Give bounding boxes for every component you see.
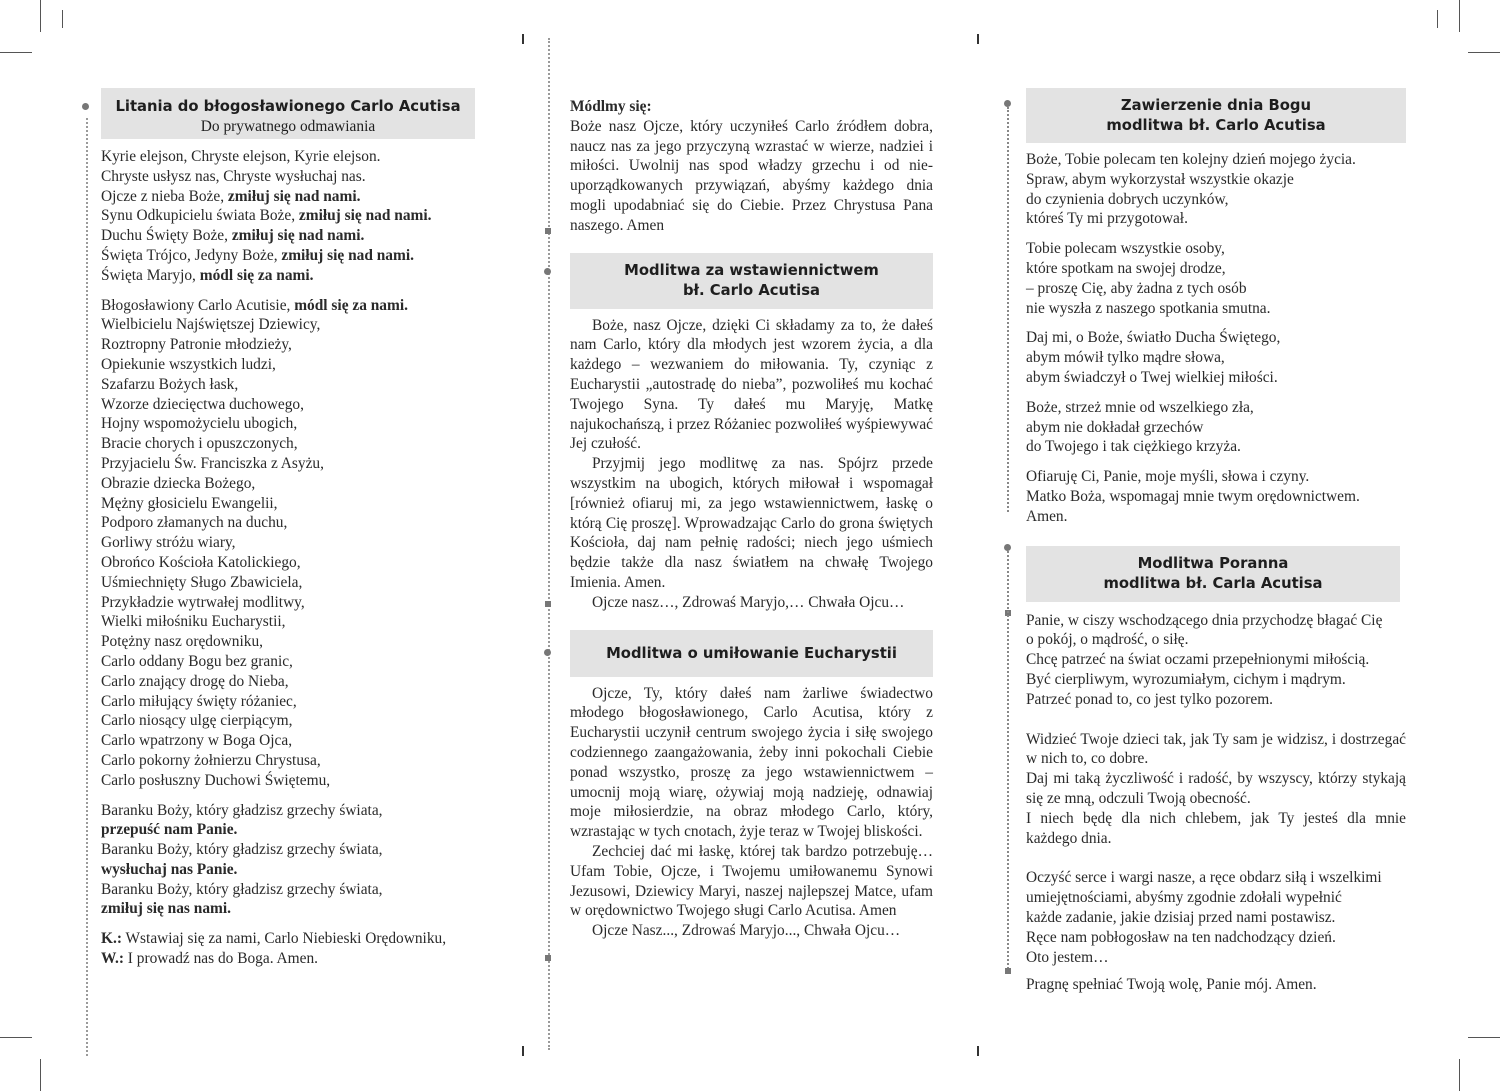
- crop-mark: [1468, 1037, 1500, 1038]
- litany-line: [101, 801, 481, 821]
- marker-dot: [544, 268, 551, 275]
- litany-invocation: Baranku Boży, który gładzisz grzechy świata,: [101, 880, 383, 898]
- litany-title: Litania do błogosławionego Carlo Acutisa: [115, 98, 461, 115]
- intercession-title-line1: Modlitwa za wstawiennictwem: [624, 261, 879, 279]
- crop-mark: [1459, 1059, 1460, 1091]
- morning-line: Ręce nam pobłogosław na ten nadchodzący dzień.: [1026, 928, 1336, 946]
- litany-line: [101, 494, 481, 514]
- marker-line: [1007, 107, 1009, 512]
- marker-dot: [82, 103, 89, 110]
- eucharist-closing: Ojcze Nasz..., Zdrowaś Maryjo..., Chwała Ojcu…: [592, 922, 901, 940]
- stanza-line: Spraw, abym wykorzystał wszystkie okazje: [1026, 170, 1294, 188]
- morning-line: Oczyść serce i wargi nasze, a ręce obdarz siłą i wszelkimi: [1026, 869, 1382, 887]
- crop-mark: [40, 1059, 41, 1091]
- litany-petitions: [101, 296, 481, 791]
- stanza-line: – proszę Cię, aby żadna z tych osób: [1026, 279, 1247, 297]
- morning-line: Być cierpliwym, wyrozumiałym, cichym i mądrym.: [1026, 670, 1346, 688]
- stanza-line: Boże, Tobie polecam ten kolejny dzień mojego życia.: [1026, 151, 1356, 168]
- litany-invocation: Gorliwy stróżu wiary,: [101, 534, 236, 552]
- stanza-line: któreś Ty mi przygotował.: [1026, 210, 1188, 228]
- litany-invocation: Carlo posłuszny Duchowi Świętemu,: [101, 771, 331, 789]
- litany-invocation: Przykładzie wytrwałej modlitwy,: [101, 593, 305, 611]
- marker-square: [1005, 968, 1011, 974]
- litany-invocation: Carlo wpatrzony w Boga Ojca,: [101, 732, 293, 750]
- marker-square: [545, 955, 551, 961]
- litany-invocation: Kyrie elejson, Chryste elejson, Kyrie elejson.: [101, 148, 381, 165]
- litany-invocation: Opiekunie wszystkich ludzi,: [101, 355, 276, 373]
- stanza-line: Matko Boża, wspomagaj mnie twym orędownictwem.: [1026, 487, 1360, 505]
- entrustment-title-line2: modlitwa bł. Carlo Acutisa: [1106, 117, 1326, 134]
- litany-invocation: Obrońco Kościoła Katolickiego,: [101, 553, 301, 571]
- litany-subtitle: Do prywatnego odmawiania: [200, 118, 376, 135]
- crop-mark: [62, 10, 63, 28]
- intercession-header: [570, 253, 933, 309]
- litany-line: [101, 880, 481, 900]
- litany-invocation: Ojcze z nieba Boże,: [101, 187, 228, 205]
- stanza-line: do czynienia dobrych uczynków,: [1026, 190, 1229, 208]
- stanza: [1026, 328, 1406, 387]
- litany-invocation: Mężny głosicielu Ewangelii,: [101, 494, 278, 512]
- prayer-text: Boże nasz Ojcze, który uczyniłeś Carlo źródłem dobra, naucz nas za jego przyczyną wzrastać w wierze, nadziei i miłości. Uwolnij nas spod władzy grzechu i od nie-uporządkowanych przywiązań, abyśmy każdego dnia mogli upodabniać się do Ciebie. Przez Chrystusa Pana naszego. Amen: [570, 117, 933, 234]
- litany-line: [101, 840, 481, 860]
- litany-line: [101, 246, 481, 266]
- litany-line: [101, 771, 481, 791]
- litany-response: zmiłuj się nad nami.: [231, 227, 365, 245]
- litany-line: [101, 414, 481, 434]
- crop-mark: [0, 52, 32, 53]
- morning-header: [1026, 546, 1400, 602]
- litany-invocation: Przyjacielu Św. Franciszka z Asyżu,: [101, 454, 324, 472]
- marker-line: [1007, 551, 1009, 969]
- litany-invocation: Święta Maryjo,: [101, 266, 200, 284]
- intercession-paragraph: Przyjmij jego modlitwę za nas. Spójrz przede wszystkim na ubogich, których miłował i wspomagał [również ofiaruj mi, za jego wstawiennictwem, łaskę o którą Cię proszę]. Wprowadzając Carlo do grona świętych Kościoła, daj nam pełnię radości; niech jego uśmiech będzie także dla nasz światłem na chwałę Twojego Imienia. Amen.: [570, 455, 933, 591]
- fold-tick: [977, 1046, 979, 1056]
- crop-mark: [1459, 0, 1460, 32]
- stanza: [1026, 467, 1406, 526]
- litany-line: [101, 375, 481, 395]
- intercession-closing: Ojcze nasz…, Zdrowaś Maryjo,… Chwała Ojcu…: [592, 593, 905, 611]
- litany-line: [101, 692, 481, 712]
- litany-line: [101, 355, 481, 375]
- litany-line: [101, 612, 481, 632]
- crop-mark: [0, 1037, 32, 1038]
- litany-line: [101, 454, 481, 474]
- litany-invocations: [101, 147, 481, 286]
- litany-invocation: Roztropny Patronie młodzieży,: [101, 336, 292, 354]
- litany-line: [101, 899, 481, 919]
- morning-line: Oto jestem…: [1026, 948, 1109, 966]
- stanza-line: abym świadczył o Twej wielkiej miłości.: [1026, 368, 1278, 386]
- litany-invocation: Obrazie dziecka Bożego,: [101, 474, 256, 492]
- litany-invocation: Święta Trójco, Jedyny Boże,: [101, 246, 282, 264]
- stanza-line: które spotkam na swojej drodze,: [1026, 259, 1226, 277]
- eucharist-header: [570, 630, 933, 677]
- fold-guide: [86, 118, 88, 1056]
- marker-square: [545, 228, 551, 234]
- litany-response: przepuść nam Panie.: [101, 821, 238, 839]
- litany-line: [101, 533, 481, 553]
- litany-invocation: Carlo pokorny żołnierzu Chrystusa,: [101, 751, 321, 769]
- litany-line: [101, 632, 481, 652]
- litany-line: [101, 335, 481, 355]
- crop-mark: [40, 0, 41, 32]
- closing-text: I prowadź nas do Boga. Amen.: [123, 950, 319, 968]
- litany-line: [101, 593, 481, 613]
- eucharist-title: Modlitwa o umiłowanie Eucharystii: [606, 644, 897, 662]
- marker-dot: [1004, 544, 1011, 551]
- morning-title-line2: modlitwa bł. Carla Acutisa: [1103, 574, 1323, 592]
- litany-line: [101, 226, 481, 246]
- litany-invocation: Uśmiechnięty Sługo Zbawiciela,: [101, 573, 303, 591]
- litany-line: [101, 513, 481, 533]
- morning-line: umiejętnościami, abyśmy zgodnie zdołali wypełnić: [1026, 889, 1342, 907]
- litany-line: [101, 553, 481, 573]
- fold-tick: [522, 1046, 524, 1056]
- closing-line: [101, 929, 481, 949]
- litany-line: [101, 266, 481, 286]
- middle-column: [570, 97, 933, 941]
- crop-mark: [1437, 10, 1438, 28]
- litany-invocation: Baranku Boży, który gładzisz grzechy świata,: [101, 841, 383, 859]
- litany-line: [101, 147, 481, 167]
- intercession-paragraph: Boże, nasz Ojcze, dzięki Ci składamy za to, że dałeś nam Carlo, który dla młodych jest wzorem życia, a dla każdego – wezwaniem do miłowania. Ty, czyniąc z Eucharystii „autostradę do nieba”, pozwoliłeś mu kochać Twojego Syna. Ty dałeś mu Maryję, Matkę najukochańszą, i przez Różaniec pozwoliłeś wyśpiewywać Jej czułość.: [570, 316, 933, 453]
- intercession-title-line2: bł. Carlo Acutisa: [682, 281, 821, 299]
- morning-text: Daj mi taką życzliwość i radość, by wszyscy, którzy stykają się ze mną, odczuli Twoją obecność.: [1026, 770, 1406, 807]
- litany-line: [101, 820, 481, 840]
- litany-invocation: Baranku Boży, który gładzisz grzechy świata,: [101, 801, 383, 819]
- litany-line: [101, 652, 481, 672]
- marker-dot: [544, 649, 551, 656]
- morning-line: o pokój, o mądrość, o siłę.: [1026, 631, 1189, 649]
- stanza-line: nie wyszła z naszego spotkania smutna.: [1026, 299, 1271, 317]
- litany-line: [101, 206, 481, 226]
- eucharist-paragraph: Zechciej dać mi łaskę, której tak bardzo potrzebuję… Ufam Tobie, Ojcze, i Twojemu umiłowanemu Synowi Jezusowi, Dziewicy Maryi, naszej najlepszej Matce, ufam w orędownictwo Twojego sługi Carlo Acutisa. Amen: [570, 842, 933, 920]
- litany-response: wysłuchaj nas Panie.: [101, 860, 238, 878]
- litany-line: [101, 167, 481, 187]
- litany-invocation: Duchu Święty Boże,: [101, 227, 232, 245]
- morning-title-line1: Modlitwa Poranna: [1137, 554, 1289, 572]
- morning-text: Widzieć Twoje dzieci tak, jak Ty sam je widzisz, i dostrzegać w nich to, co dobre.: [1026, 730, 1406, 768]
- morning-line: Patrzeć ponad to, co jest tylko pozorem.: [1026, 690, 1274, 708]
- morning-text: I niech będę dla nich chlebem, jak Ty jesteś dla mnie każdego dnia.: [1026, 809, 1406, 847]
- litany-invocation: Hojny wspomożycielu ubogich,: [101, 415, 298, 433]
- closing-line: [101, 949, 481, 969]
- litany-line: [101, 395, 481, 415]
- morning-line: Chcę patrzeć na świat oczami przepełnionymi miłością.: [1026, 651, 1370, 669]
- litany-closing: [101, 929, 481, 969]
- litany-line: [101, 711, 481, 731]
- fold-tick: [977, 34, 979, 44]
- litany-invocation: Szafarzu Bożych łask,: [101, 375, 239, 393]
- litany-response: zmiłuj się nad nami.: [298, 207, 432, 225]
- litany-line: [101, 672, 481, 692]
- stanza: [1026, 398, 1406, 457]
- litany-line: [101, 474, 481, 494]
- marker-dot: [1004, 100, 1011, 107]
- litany-invocation: Carlo niosący ulgę cierpiącym,: [101, 712, 293, 730]
- litany-line: [101, 434, 481, 454]
- litany-invocation: Potężny nasz orędowniku,: [101, 633, 263, 651]
- entrustment-header: [1026, 88, 1406, 143]
- morning-closing: Pragnę spełniać Twoją wolę, Panie mój. Amen.: [1026, 976, 1317, 994]
- litany-invocation: Wzorze dziecięctwa duchowego,: [101, 395, 304, 413]
- litany-invocation: Podporo złamanych na duchu,: [101, 514, 288, 532]
- litany-line: [101, 731, 481, 751]
- morning-stanza: [1026, 868, 1406, 967]
- litany-invocation: Błogosławiony Carlo Acutisie,: [101, 296, 295, 314]
- litany-header: [101, 88, 475, 139]
- stanza-line: Daj mi, o Boże, światło Ducha Świętego,: [1026, 329, 1281, 347]
- marker-square: [545, 601, 551, 607]
- crop-mark: [1468, 52, 1500, 53]
- litany-invocation: Synu Odkupicielu świata Boże,: [101, 207, 299, 225]
- litany-response: módl się za nami.: [199, 266, 314, 284]
- closing-label: K.:: [101, 930, 122, 948]
- litany-response: zmiłuj się nad nami.: [227, 187, 361, 205]
- morning-stanza: [1026, 611, 1406, 710]
- litany-invocation: Chryste usłysz nas, Chryste wysłuchaj nas.: [101, 167, 366, 185]
- litany-line: [101, 751, 481, 771]
- litany-invocation: Carlo miłujący święty różaniec,: [101, 692, 297, 710]
- stanza-line: Boże, strzeż mnie od wszelkiego zła,: [1026, 398, 1254, 416]
- litany-response: módl się za nami.: [294, 296, 408, 314]
- stanza-line: Ofiaruję Ci, Panie, moje myśli, słowa i czyny.: [1026, 468, 1310, 486]
- fold-tick: [522, 34, 524, 44]
- fold-guide: [548, 38, 550, 1050]
- prayer-label: Módlmy się:: [570, 98, 652, 115]
- litany-line: [101, 315, 481, 335]
- litany-response: zmiłuj się nas nami.: [101, 900, 231, 918]
- stanza: [1026, 239, 1406, 318]
- stanza-line: Amen.: [1026, 507, 1068, 525]
- closing-label: W.:: [101, 950, 124, 968]
- litany-invocation: Wielbicielu Najświętszej Dziewicy,: [101, 316, 321, 334]
- stanza-line: abym nie dokładał grzechów: [1026, 418, 1204, 436]
- stanza-line: abym mówił tylko mądre słowa,: [1026, 349, 1225, 367]
- agnus-dei: [101, 801, 481, 920]
- stanza-line: do Twojego i tak ciężkiego krzyża.: [1026, 438, 1241, 456]
- litany-line: [101, 187, 481, 207]
- litany-invocation: Wielki miłośniku Eucharystii,: [101, 613, 286, 631]
- litany-invocation: Carlo oddany Bogu bez granic,: [101, 652, 293, 670]
- stanza-line: Tobie polecam wszystkie osoby,: [1026, 240, 1225, 258]
- morning-line: każde zadanie, jakie dzisiaj przed nami postawisz.: [1026, 908, 1336, 926]
- closing-text: Wstawiaj się za nami, Carlo Niebieski Orędowniku,: [121, 930, 447, 948]
- litany-column: [101, 88, 481, 969]
- eucharist-paragraph: Ojcze, Ty, który dałeś nam żarliwe świadectwo młodego błogosławionego, Carlo Acutisa, który z Eucharystii uczynił centrum swojego życia i siłę swojego codziennego zaangażowania, żeby inni pokochali Ciebie ponad wszystko, proszę za jego wstawiennictwem – umocnij moją wiarę, ożywiaj moją nadzieję, odnawiaj moje miłosierdzie, na obraz młodego Carlo, który, wzrastając w tych cnotach, żyje teraz w Twojej bliskości.: [570, 684, 933, 841]
- stanza: [1026, 150, 1406, 229]
- morning-line: Panie, w ciszy wschodzącego dnia przychodzę błagać Cię: [1026, 611, 1383, 629]
- litany-line: [101, 860, 481, 880]
- litany-line: [101, 573, 481, 593]
- litany-response: zmiłuj się nad nami.: [281, 246, 414, 264]
- litany-invocation: Carlo znający drogę do Nieba,: [101, 672, 289, 690]
- litany-invocation: Bracie chorych i opuszczonych,: [101, 435, 298, 453]
- right-column: [1026, 88, 1406, 995]
- litany-line: [101, 296, 481, 316]
- entrustment-title-line1: Zawierzenie dnia Bogu: [1120, 97, 1312, 114]
